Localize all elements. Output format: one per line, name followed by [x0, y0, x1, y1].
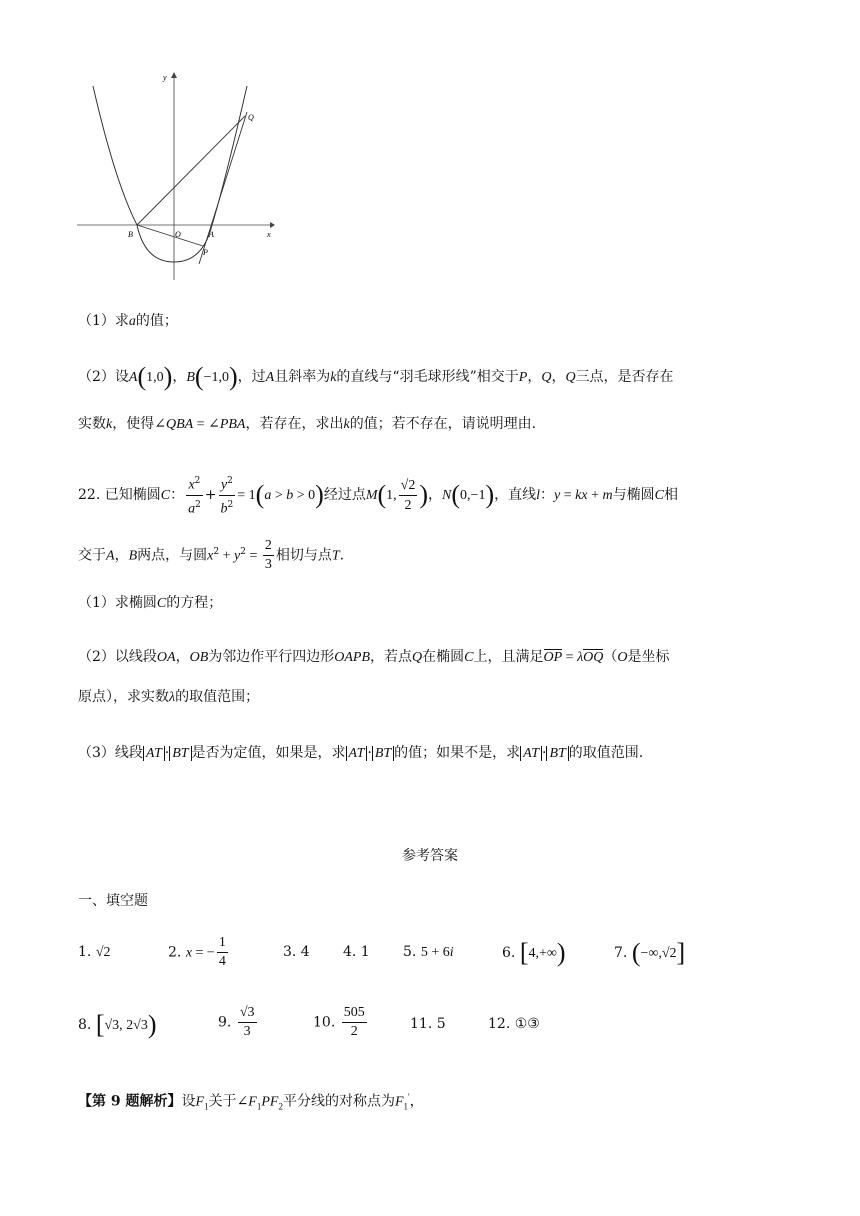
line-PQ [199, 112, 247, 264]
answer-4: 4. 1 [343, 944, 370, 960]
q21-part2-line2: 实数k，使得∠QBA = ∠PBA，若存在，求出k的值；若不存在，请说明理由. [78, 416, 537, 432]
answer-5: 5. 5 + 6i [403, 944, 454, 960]
outer-curve-right [212, 86, 247, 225]
q22-part1: （1）求椭圆C的方程； [78, 595, 223, 611]
label-A: A [209, 230, 214, 239]
answer-2: 2. x = − $\frac{1}{4}$ [168, 935, 226, 969]
line-BP [137, 225, 203, 246]
answer-1: 1. √2 [78, 944, 111, 960]
answer-9: 9. $\frac{√3}{3}$ [218, 1005, 255, 1039]
q22-part3: （3）线段 AT · BT 是否为定值，如果是，求 AT · BT 的值；如果不是，求 AT · BT 的取值范围. [78, 745, 644, 761]
answer-11: 11. 5 [410, 1016, 446, 1032]
answer-3: 3. 4 [283, 944, 310, 960]
label-x: x [267, 230, 271, 239]
solution-9-intro: 【第 9 题解析】设$F_1$关于$\angle F_1PF_2$平分线的对称点为$F_1'$， [78, 1092, 424, 1112]
q22-line1: 22. 已知椭圆C： $\frac{x^2}{a^2}$ + $\frac{y^2}{b^2}$ = 1(a > b > 0)经过点M(1, $\frac{√2}{2}$ )，N(0,−1)，直线l：y = kx + m与椭圆C相 [78, 472, 678, 518]
q21-part2-line1: （2）设A(1,0)，B(−1,0)，过A且斜率为k的直线与“羽毛球形线”相交于P，Q，Q三点，是否存在 [78, 362, 674, 391]
q22-part2-line2: 原点），求实数λ的取值范围； [78, 689, 260, 705]
answer-12: 12. ①③ [488, 1016, 540, 1032]
x-axis-arrow [270, 222, 275, 228]
label-O: O [175, 230, 181, 239]
y-axis-arrow [171, 72, 177, 78]
parabola-figure [75, 72, 275, 282]
answers-title: 参考答案 [402, 848, 458, 864]
q22-part2-line1: （2）以线段OA，OB为邻边作平行四边形OAPB，若点Q在椭圆C上，且满足OP = λOQ（O是坐标 [78, 649, 670, 665]
label-B: B [128, 230, 133, 239]
answer-6: 6. [4,+∞) [502, 938, 566, 967]
answer-10: 10. $\frac{505}{2}$ [313, 1005, 365, 1039]
outer-curve [93, 86, 137, 225]
label-y: y [163, 73, 167, 82]
answer-7: 7. (−∞,√2] [614, 938, 686, 967]
answer-8: 8. [√3, 2√3) [78, 1010, 157, 1039]
label-P: P [203, 248, 208, 257]
q21-part1: （1）求a的值； [78, 313, 178, 329]
q22-line2: 交于A，B两点，与圆$x^2 + y^2$ = $\frac{2}{3}$ 相切与点T. [78, 538, 345, 572]
answers-section: 一、填空题 [78, 893, 148, 909]
label-Q: Q [248, 113, 254, 122]
